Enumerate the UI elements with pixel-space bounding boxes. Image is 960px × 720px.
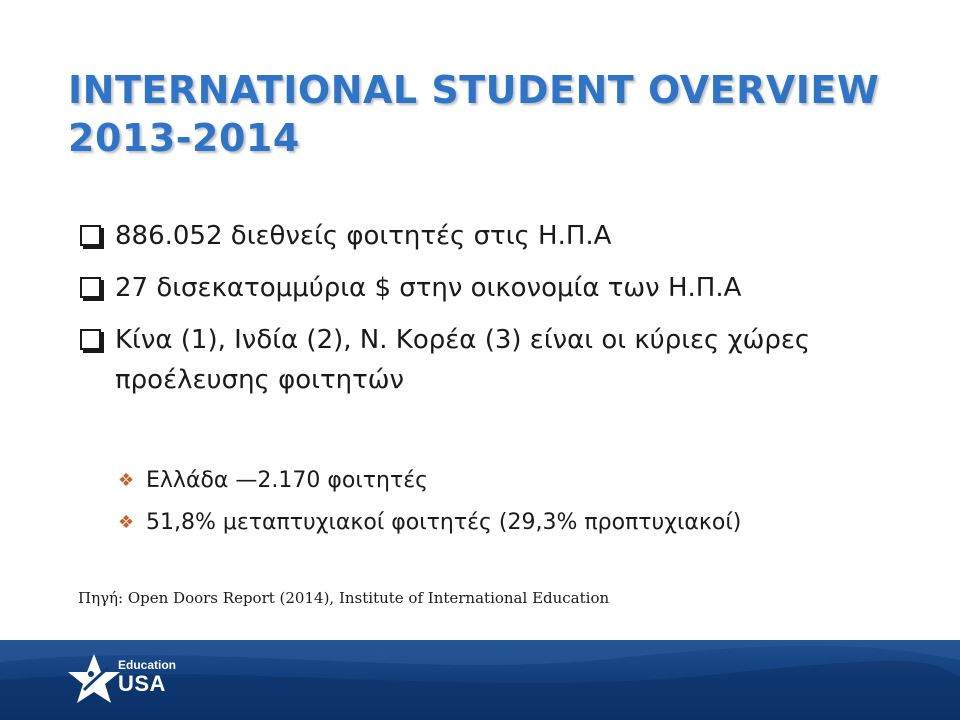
education-usa-logo — [64, 650, 214, 710]
square-bullet-icon — [80, 225, 101, 246]
sub-bullet-item — [118, 508, 918, 538]
diamond-bullet-icon: ❖ — [118, 470, 135, 491]
title-line-2: 2013-2014 — [68, 116, 300, 160]
bullet-item — [78, 216, 918, 256]
star-icon — [64, 650, 124, 710]
bullet-text: 27 δισεκατομμύρια $ στην οικονομία των Η.Π.Α — [115, 273, 742, 303]
diamond-bullet-icon: ❖ — [118, 512, 135, 533]
bullet-item — [78, 320, 918, 400]
sub-bullet-text: 51,8% μεταπτυχιακοί φοιτητές (29,3% προπτυχιακοί) — [146, 510, 742, 535]
logo-text-education: Education — [118, 658, 177, 672]
sub-bullet-text: Ελλάδα —2.170 φοιτητές — [146, 468, 429, 493]
logo-text — [118, 658, 176, 696]
sub-bullet-item — [118, 466, 918, 496]
bullet-text: Κίνα (1), Ινδία (2), Ν. Κορέα (3) είναι οι κύριες χώρες προέλευσης φοιτητών — [115, 325, 811, 395]
square-bullet-icon — [80, 277, 101, 298]
logo-text-usa: USA — [118, 671, 166, 696]
title-line-1: INTERNATIONAL STUDENT OVERVIEW — [68, 68, 880, 112]
sub-bullet-list — [118, 466, 918, 550]
bullet-text: 886.052 διεθνείς φοιτητές στις Η.Π.Α — [115, 221, 612, 251]
bullet-list — [78, 216, 918, 412]
source-citation: Πηγή: Open Doors Report (2014), Institute of International Education — [78, 589, 610, 607]
bullet-item — [78, 268, 918, 308]
slide-title — [68, 66, 928, 162]
square-bullet-icon — [80, 329, 101, 350]
